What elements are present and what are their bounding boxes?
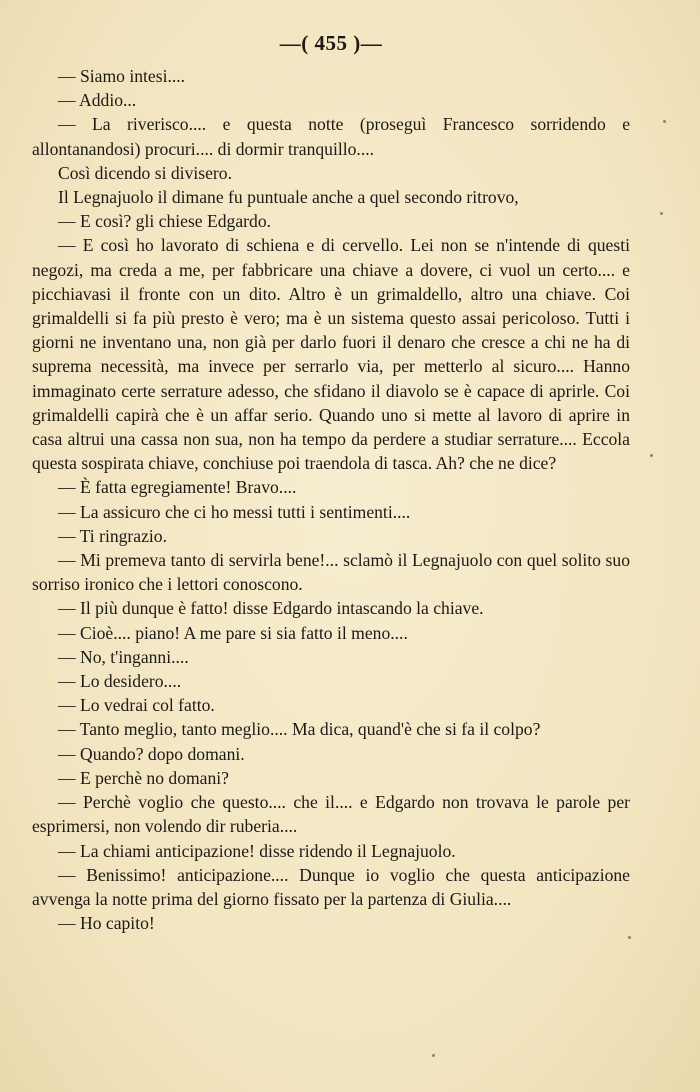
paragraph: — E perchè no domani? [58,767,229,788]
book-page [32,28,630,935]
paragraph: — La assicuro che ci ho messi tutti i sentimenti.... [58,501,411,522]
paragraph: — È fatta egregiamente! Bravo.... [58,477,297,498]
paper-speck [663,120,666,123]
paragraph: — Tanto meglio, tanto meglio.... Ma dica, quand'è che si fa il colpo? [58,719,541,740]
paragraph: — No, t'inganni.... [58,646,189,667]
paragraph: — Il più dunque è fatto! disse Edgardo intascando la chiave. [58,598,484,619]
page-body [32,64,630,935]
paper-speck [628,936,631,939]
paragraph: — Perchè voglio che questo.... che il.... e Edgardo non trovava le parole per esprimersi, non volendo dir ruberia.... [32,792,630,837]
paragraph: — Addio... [58,90,137,111]
paper-speck [650,454,653,457]
paragraph: Il Legnajuolo il dimane fu puntuale anche a quel secondo ritrovo, [58,187,519,208]
paragraph: — Lo vedrai col fatto. [58,695,215,716]
paragraph: — Cioè.... piano! A me pare si sia fatto il meno.... [58,622,408,643]
page-number-header: —( 455 )— [279,31,383,55]
paragraph: — Siamo intesi.... [58,66,186,86]
paragraph: — La riverisco.... e questa notte (proseguì Francesco sorridendo e allontanandosi) procuri.... di dormir tranquillo.... [32,114,630,159]
paragraph: — E così ho lavorato di schiena e di cervello. Lei non se n'intende di questi negozi, ma creda a me, per fabbricare una chiave a dovere, ci vuol un certo.... e picchiavasi il fronte con un dito. Altro è un grimaldello, altro una chiave. Coi grimaldelli si fa più presto è vero; ma è un sistema questo assai pericoloso. Tutti i giorni ne inventano una, non già per darlo fuori il denaro che cresce a chi ne ha di suprema necessità, ma invece per serrarlo via, per metterlo al sicuro.... Hanno immaginato certe serrature adesso, che sfidano il diavolo se è capace di aprirle. Coi grimaldelli capirà che è un affar serio. Quando uno si mette al lavoro di aprire in casa altrui una cassa non sua, non ha tempo da perdere a studiar serrature.... Eccola questa sospirata chiave, conchiuse poi traendola di tasca. Ah? che ne dice? [32,235,630,474]
paragraph: — Ti ringrazio. [58,525,167,546]
paragraph: — Ho capito! [58,913,155,934]
paragraph: — La chiami anticipazione! disse ridendo il Legnajuolo. [58,840,456,861]
paragraph: — Lo desidero.... [58,671,182,692]
paper-speck [432,1054,435,1057]
paragraph: — E così? gli chiese Edgardo. [58,211,272,232]
paper-speck [660,212,663,215]
paragraph: — Benissimo! anticipazione.... Dunque io voglio che questa anticipazione avvenga la notte prima del giorno fissato per la partenza di Giulia.... [32,864,630,909]
paragraph: Così dicendo si divisero. [58,162,232,183]
paragraph: — Quando? dopo domani. [58,743,245,764]
paragraph: — Mi premeva tanto di servirla bene!... sclamò il Legnajuolo con quel solito suo sorriso ironico che i lettori conoscono. [32,550,630,595]
